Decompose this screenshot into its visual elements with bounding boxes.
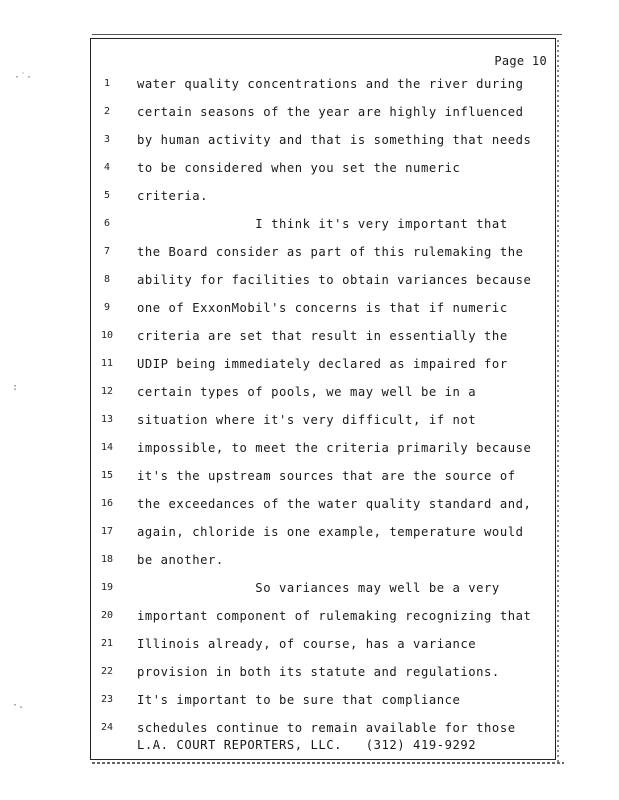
transcript-line-text: one of ExxonMobil's concerns is that if numeric [137, 301, 508, 315]
line-number: 1 [103, 78, 111, 89]
scan-speck: : [12, 382, 19, 393]
line-number: 8 [103, 274, 111, 285]
page-number: Page 10 [494, 54, 547, 68]
line-number: 17 [100, 526, 114, 537]
transcript-line-text: So variances may well be a very [137, 581, 500, 595]
scan-speck: ·˙· [14, 72, 33, 83]
line-number: 11 [100, 358, 114, 369]
transcript-line-text: situation where it's very difficult, if not [137, 413, 477, 427]
transcript-line-text: certain types of pools, we may well be in a [137, 385, 477, 399]
line-number: 16 [100, 498, 114, 509]
line-number: 19 [100, 582, 114, 593]
transcript-line-text: criteria. [137, 189, 208, 203]
transcript-line-text: provision in both its statute and regulations. [137, 665, 500, 679]
transcript-line-text: I think it's very important that [137, 217, 508, 231]
transcript-line-text: important component of rulemaking recognizing that [137, 609, 532, 623]
transcript-line-text: to be considered when you set the numeric [137, 161, 461, 175]
transcript-line-text: schedules continue to remain available for those [137, 721, 516, 735]
scan-edge-top [92, 34, 562, 35]
line-number: 3 [103, 134, 111, 145]
line-number: 10 [100, 330, 114, 341]
line-number: 9 [103, 302, 111, 313]
line-number: 5 [103, 190, 111, 201]
line-number: 12 [100, 386, 114, 397]
line-number: 13 [100, 414, 114, 425]
transcript-line-text: the Board consider as part of this rulemaking the [137, 245, 524, 259]
line-number: 7 [103, 246, 111, 257]
line-number: 24 [100, 722, 114, 733]
transcript-line-text: again, chloride is one example, temperature would [137, 525, 524, 539]
line-number: 20 [100, 610, 114, 621]
transcript-line-text: by human activity and that is something that needs [137, 133, 532, 147]
line-number: 6 [103, 218, 111, 229]
transcript-line-text: Illinois already, of course, has a variance [137, 637, 477, 651]
line-number: 14 [100, 442, 114, 453]
transcript-line-text: UDIP being immediately declared as impaired for [137, 357, 508, 371]
line-number: 18 [100, 554, 114, 565]
transcript-line-text: ability for facilities to obtain variances because [137, 273, 532, 287]
transcript-line-text: criteria are set that result in essentially the [137, 329, 508, 343]
transcript-line-text: water quality concentrations and the river during [137, 77, 524, 91]
line-number: 22 [100, 666, 114, 677]
transcript-line-text: the exceedances of the water quality standard and, [137, 497, 532, 511]
line-number: 2 [103, 106, 111, 117]
line-number: 21 [100, 638, 114, 649]
transcript-line-text: certain seasons of the year are highly influenced [137, 105, 524, 119]
transcript-line-text: be another. [137, 553, 224, 567]
transcript-line-text: impossible, to meet the criteria primarily because [137, 441, 532, 455]
transcript-line-text: It's important to be sure that compliance [137, 693, 461, 707]
court-reporter-footer: L.A. COURT REPORTERS, LLC. (312) 419-9292 [137, 738, 477, 752]
line-number: 15 [100, 470, 114, 481]
line-number: 23 [100, 694, 114, 705]
transcript-line-text: it's the upstream sources that are the source of [137, 469, 516, 483]
scan-edge-right [557, 40, 559, 762]
line-number: 4 [103, 162, 111, 173]
scan-speck: ·. [12, 700, 25, 711]
scan-edge-bottom [92, 762, 564, 764]
